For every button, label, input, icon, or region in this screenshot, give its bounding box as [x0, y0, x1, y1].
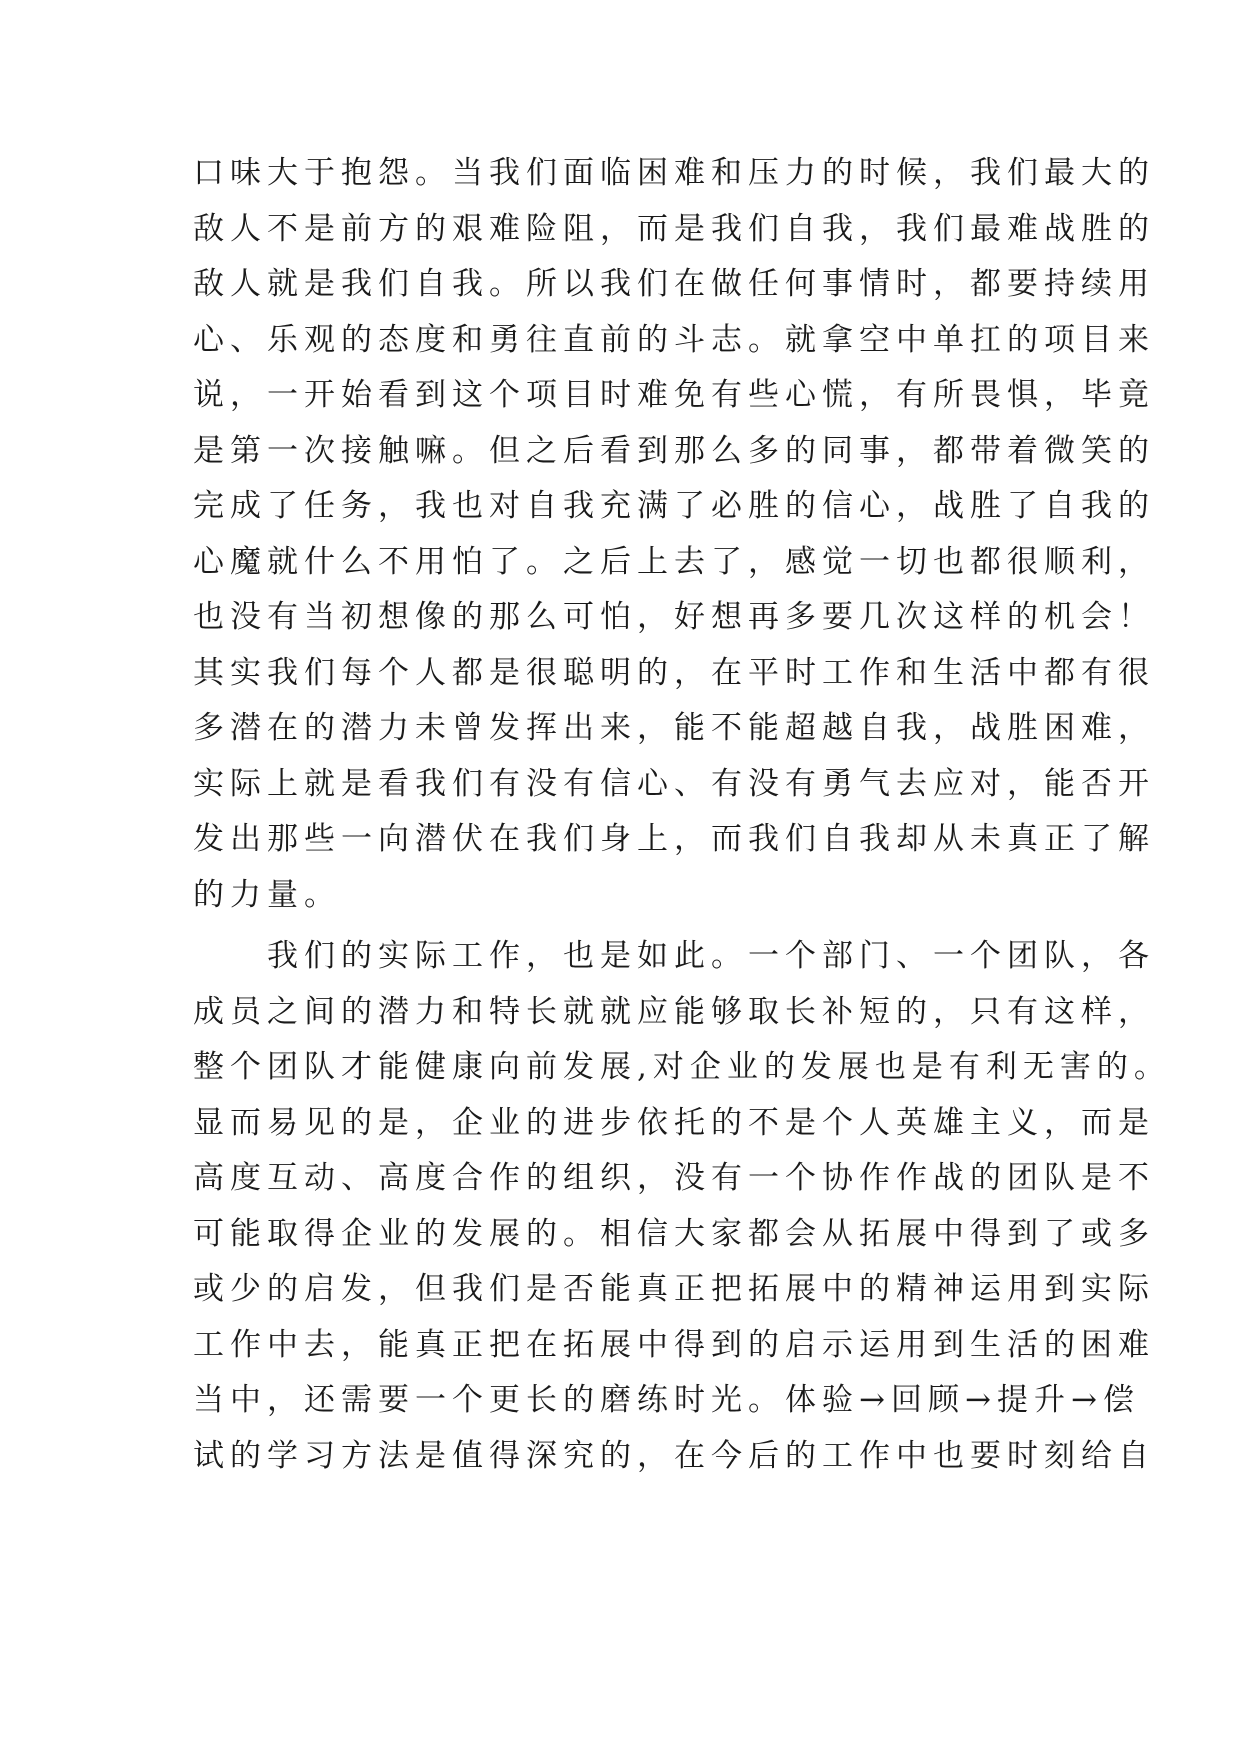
text-line: 整个团队才能健康向前发展,对企业的发展也是有利无害的。: [193, 1049, 1171, 1085]
text-line: 显而易见的是，企业的进步依托的不是个人英雄主义，而是: [193, 1104, 1155, 1141]
text-line: 敌人就是我们自我。所以我们在做任何事情时，都要持续用: [193, 266, 1155, 302]
text-line: 也没有当初想像的那么可怕，好想再多要几次这样的机会！: [193, 599, 1155, 635]
text-line: 试的学习方法是值得深究的，在今后的工作中也要时刻给自: [193, 1437, 1155, 1474]
text-line: 的力量。: [193, 876, 341, 913]
text-line: 心魔就什么不用怕了。之后上去了，感觉一切也都很顺利，: [193, 543, 1155, 580]
text-line: 口味大于抱怨。当我们面临困难和压力的时候，我们最大的: [193, 155, 1155, 191]
text-line: 工作中去，能真正把在拓展中得到的启示运用到生活的困难: [193, 1326, 1155, 1363]
text-line: 实际上就是看我们有没有信心、有没有勇气去应对，能否开: [193, 765, 1155, 802]
body-text: [193, 146, 1171, 1484]
text-line: 多潜在的潜力未曾发挥出来，能不能超越自我，战胜困难，: [193, 710, 1155, 746]
text-line: 其实我们每个人都是很聪明的，在平时工作和生活中都有很: [193, 654, 1155, 691]
paragraph-1: [193, 146, 1155, 923]
text-line: 说，一开始看到这个项目时难免有些心慌，有所畏惧，毕竟: [193, 377, 1155, 413]
text-line: 我们的实际工作，也是如此。一个部门、一个团队，各: [193, 938, 1155, 974]
text-line: 当中，还需要一个更长的磨练时光。体验→回顾→提升→偿: [193, 1382, 1140, 1418]
text-line: 敌人不是前方的艰难险阻，而是我们自我，我们最难战胜的: [193, 210, 1155, 247]
text-line: 心、乐观的态度和勇往直前的斗志。就拿空中单扛的项目来: [193, 321, 1155, 358]
text-line: 高度互动、高度合作的组织，没有一个协作作战的团队是不: [193, 1160, 1155, 1196]
text-line: 成员之间的潜力和特长就就应能够取长补短的，只有这样，: [193, 993, 1155, 1030]
text-line: 可能取得企业的发展的。相信大家都会从拓展中得到了或多: [193, 1215, 1155, 1252]
paragraph-2: [193, 929, 1171, 1484]
text-line: 发出那些一向潜伏在我们身上，而我们自我却从未真正了解: [193, 821, 1155, 857]
text-line: 或少的启发，但我们是否能真正把拓展中的精神运用到实际: [193, 1271, 1155, 1307]
text-line: 完成了任务，我也对自我充满了必胜的信心，战胜了自我的: [193, 488, 1155, 524]
text-line: 是第一次接触嘛。但之后看到那么多的同事，都带着微笑的: [193, 432, 1155, 469]
